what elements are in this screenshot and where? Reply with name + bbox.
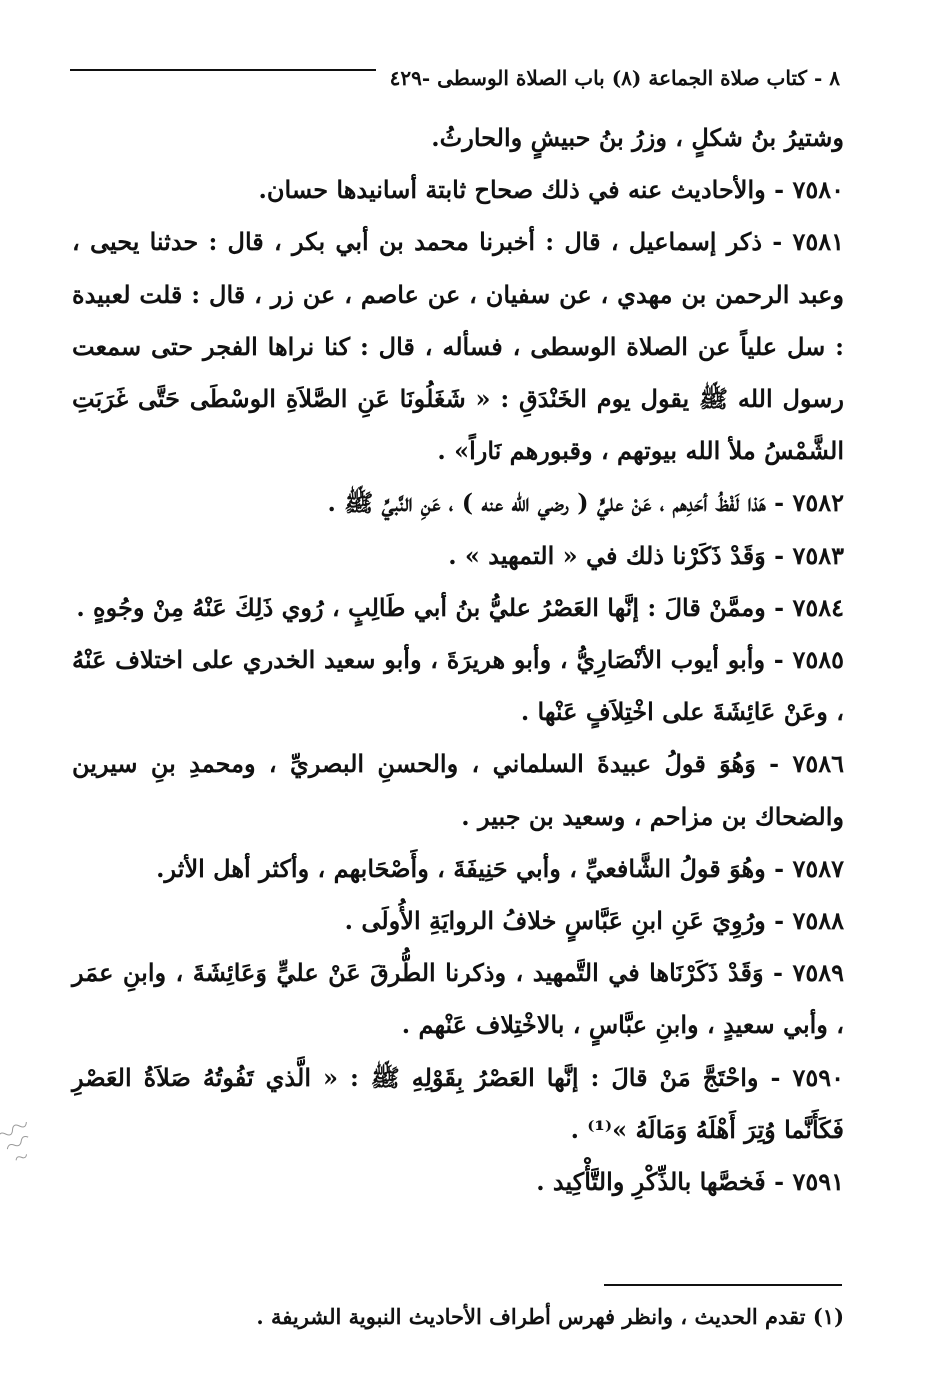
running-header <box>70 58 840 98</box>
paragraph-text: ورُوِيَ عَنِ ابنِ عَبَّاسٍ خلافُ الروايَةِ الأُولَى . <box>344 906 766 936</box>
paragraph-text: وهُوَ قولُ الشَّافعيِّ ، وأبي حَنِيفَةَ ، وأَصْحَابهم ، وأكثر أهل الأثر. <box>156 853 766 883</box>
paragraph-text: وَهُوَ قولُ عبيدةَ السلماني ، والحسنِ البصريِّ ، ومحمدِ بنِ سيرين والضحاك بن مزاحم ، وسعيد بن جبير . <box>72 749 844 831</box>
paragraph-text: وأبو أيوب الأنْصَارِيُّ ، وأبو هريرَةَ ، وأبو سعيد الخدري على اختلاف عَنْهُ ، وعَنْ عَائِشَةَ على اخْتِلاَفٍ عَنْها . <box>72 645 844 727</box>
paragraph-number: ٧٥٨٦ <box>792 749 845 779</box>
paragraph: ٧٥٨٥ - وأبو أيوب الأنْصَارِيُّ ، وأبو هريرَةَ ، وأبو سعيد الخدري على اختلاف عَنْهُ ، وعَنْ عَائِشَةَ على اخْتِلاَفٍ عَنْها . <box>72 645 845 727</box>
header-rule <box>70 69 376 71</box>
paragraph: ٧٥٩٠ - واحْتَجَّ مَنْ قالَ : إنَّها العَصْرُ بِقَوْلِهِ ﷺ : « الَّذي تَفُوتُهُ صَلاَةُ العَصْرِ فَكَأَنَّما وُتِرَ أَهْلَهُ وَمَالَهُ »⁽¹⁾ . <box>72 1062 845 1144</box>
paragraph-text: ذكر إسماعيل ، قال : أخبرنا محمد بن أبي بكر ، قال : حدثنا يحيى ، وعبد الرحمن بن مهدي ، عن سفيان ، عن عاصم ، عن زر ، قال : قلت لعبيدة : سل علياً عن الصلاة الوسطى ، فسأله ، قال : كنا نراها الفجر حتى سمعت رسول الله ﷺ يقول يوم الخَنْدَقِ : « شَغَلُونَا عَنِ الصَّلاَةِ الوسْطَى حَتَّى غَرَبَتِ الشَّمْسُ ملأ الله بيوتهم ، وقبورهم نَاراً» . <box>72 227 844 466</box>
paragraph: ٧٥٨١ - ذكر إسماعيل ، قال : أخبرنا محمد بن أبي بكر ، قال : حدثنا يحيى ، وعبد الرحمن بن مهدي ، عن سفيان ، عن عاصم ، عن زر ، قال : قلت لعبيدة : سل علياً عن الصلاة الوسطى ، فسأله ، قال : كنا نراها الفجر حتى سمعت رسول الله ﷺ يقول يوم الخَنْدَقِ : « شَغَلُونَا عَنِ الصَّلاَةِ الوسْطَى حَتَّى غَرَبَتِ الشَّمْسُ ملأ الله بيوتهم ، وقبورهم نَاراً» . <box>72 227 844 466</box>
paragraph-text: وَقَدْ ذَكَرْنا ذلك في « التمهيد » . <box>448 540 766 570</box>
main-text <box>72 112 844 1208</box>
footnote-text: (١) تقدم الحديث ، وانظر فهرس أطراف الأحاديث النبوية الشريفة . <box>256 1304 844 1329</box>
footnote-rule <box>604 1284 842 1286</box>
paragraph-number: ٧٥٨٩ <box>792 958 844 988</box>
paragraph: ٧٥٨٨ - ورُوِيَ عَنِ ابنِ عَبَّاسٍ خلافُ الروايَةِ الأُولَى . <box>344 906 844 936</box>
paragraph-number: ٧٥٨٤ <box>792 592 844 622</box>
paragraph-number: ٧٥٩٠ <box>792 1062 845 1092</box>
paragraph-text: وشتيرُ بنُ شكلٍ ، وزرُ بنُ حبيشٍ والحارثُ. <box>431 123 844 152</box>
paragraph-text: هَذا لَفْظُ أحَدِهم ، عَنْ عليٍّ ( رضي الله عنه ) ، عَنِ النَّبيِّ ﷺ . <box>327 488 766 518</box>
paragraph-text: وَقَدْ ذَكَرْنَاها في التَّمهيد ، وذكرنا الطُّرقَ عَنْ عليٍّ وَعَائِشَةَ ، وابنِ عمَر ، وأبي سعيدٍ ، وابنِ عبَّاسٍ ، بالاخْتِلاف عَنْهم . <box>72 958 844 1040</box>
paragraph-number: ٧٥٩١ <box>792 1167 844 1197</box>
paragraph: ٧٥٨٤ - وممَّنْ قالَ : إنَّها العَصْرُ عليُّ بنُ أبي طَالِبٍ ، رُوي ذَلِكَ عَنْهُ مِنْ وجُوهٍ . <box>76 592 844 622</box>
paragraph-number: ٧٥٨٨ <box>792 906 844 936</box>
paragraph-number: ٧٥٨٠ <box>792 175 844 205</box>
margin-handwriting <box>0 1103 55 1184</box>
paragraph-number: ٧٥٨٥ <box>792 645 845 675</box>
paragraph-number: ٧٥٨١ <box>792 227 844 257</box>
paragraph-number: ٧٥٨٧ <box>792 853 844 883</box>
handwriting-scribble-icon <box>0 1103 55 1184</box>
paragraph: ٧٥٩١ - فَخصَّها بالذِّكْرِ والتَّأْكِيد . <box>536 1167 844 1197</box>
paragraph-text: واحْتَجَّ مَنْ قالَ : إنَّها العَصْرُ بِقَوْلِهِ ﷺ : « الَّذي تَفُوتُهُ صَلاَةُ العَصْرِ فَكَأَنَّما وُتِرَ أَهْلَهُ وَمَالَهُ »⁽¹⁾ . <box>72 1062 844 1144</box>
paragraph-text: والأحاديث عنه في ذلك صحاح ثابتة أسانيدها حسان. <box>258 175 766 205</box>
paragraph: ٧٥٨٢ - هَذا لَفْظُ أحَدِهم ، عَنْ عليٍّ ( رضي الله عنه ) ، عَنِ النَّبيِّ ﷺ . <box>327 488 844 518</box>
paragraph-text: فَخصَّها بالذِّكْرِ والتَّأْكِيد . <box>536 1167 766 1197</box>
paragraph: ٧٥٨٩ - وَقَدْ ذَكَرْنَاها في التَّمهيد ، وذكرنا الطُّرقَ عَنْ عليٍّ وَعَائِشَةَ ، وابنِ عمَر ، وأبي سعيدٍ ، وابنِ عبَّاسٍ ، بالاخْتِلاف عَنْهم . <box>72 958 844 1040</box>
paragraph: ٧٥٨٧ - وهُوَ قولُ الشَّافعيِّ ، وأبي حَنِيفَةَ ، وأَصْحَابهم ، وأكثر أهل الأثر. <box>156 853 844 883</box>
paragraph-number: ٧٥٨٢ <box>792 488 844 518</box>
paragraph <box>72 112 844 164</box>
paragraph: ٧٥٨٠ - والأحاديث عنه في ذلك صحاح ثابتة أسانيدها حسان. <box>258 175 844 205</box>
paragraph: ٧٥٨٣ - وَقَدْ ذَكَرْنا ذلك في « التمهيد » . <box>448 540 844 570</box>
paragraph-number: ٧٥٨٣ <box>792 540 844 570</box>
paragraph: ٧٥٨٦ - وَهُوَ قولُ عبيدةَ السلماني ، والحسنِ البصريِّ ، ومحمدِ بنِ سيرين والضحاك بن مزاحم ، وسعيد بن جبير . <box>72 749 845 831</box>
footnote <box>72 1300 844 1334</box>
header-text: ٨ - كتاب صلاة الجماعة (٨) باب الصلاة الوسطى -٤٢٩ <box>389 66 840 90</box>
paragraph-text: وممَّنْ قالَ : إنَّها العَصْرُ عليُّ بنُ أبي طَالِبٍ ، رُوي ذَلِكَ عَنْهُ مِنْ وجُوهٍ . <box>76 592 766 622</box>
